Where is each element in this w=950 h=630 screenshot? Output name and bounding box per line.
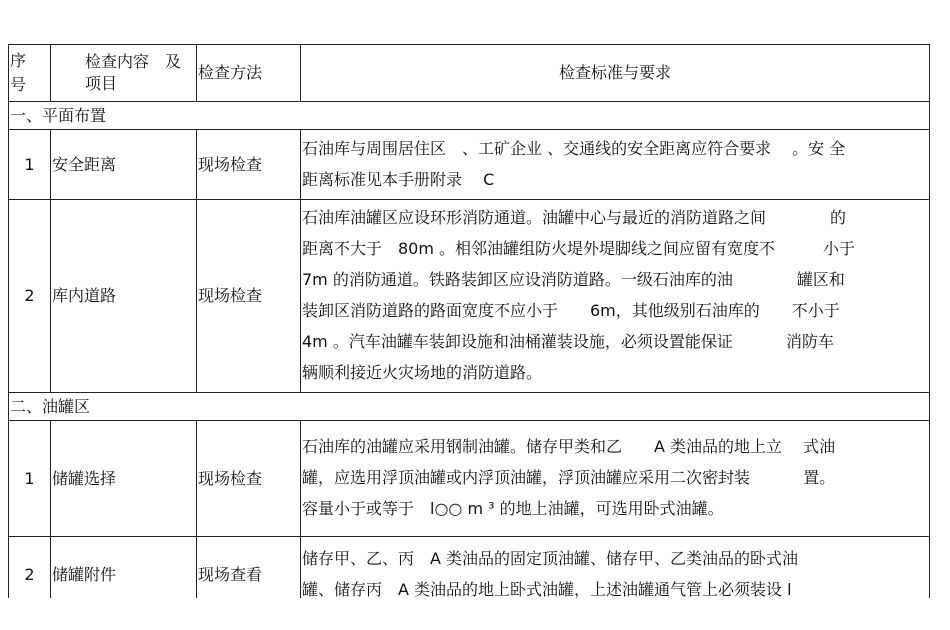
requirement-line: 距离不大于 80m 。相邻油罐组防火堤外堤脚线之间应留有宽度不 小于: [302, 239, 856, 258]
row-method: 现场查看: [197, 537, 301, 599]
section-row-layout: [9, 102, 930, 130]
header-item-line2: 项目: [85, 74, 118, 93]
section-title: 二、油罐区: [9, 393, 930, 421]
requirement-line: 罐，应选用浮顶油罐或内浮顶油罐，浮顶油罐应采用二次密封装 置。: [302, 468, 836, 487]
header-row: [9, 45, 930, 102]
requirement-line: 石油库与周围居住区 、工矿企业 、交通线的安全距离应符合要求 。安 全: [302, 138, 846, 158]
row-requirement: [301, 537, 930, 599]
row-requirement: [301, 200, 930, 393]
header-method: 检查方法: [197, 45, 301, 102]
row-item: 库内道路: [51, 200, 197, 393]
row-item: 储罐附件: [51, 537, 197, 599]
requirement-line: 7m 的消防通道。铁路装卸区应设消防道路。一级石油库的油 罐区和: [302, 270, 845, 289]
row-item: 储罐选择: [51, 421, 197, 537]
row-item: 安全距离: [51, 130, 197, 200]
requirement-line: 石油库的油罐应采用钢制油罐。储存甲类和乙 A 类油品的地上立 式油: [302, 437, 836, 456]
inspection-table: [8, 44, 930, 598]
requirement-line: 储存甲、乙、丙 A 类油品的固定顶油罐、储存甲、乙类油品的卧式油: [302, 549, 799, 568]
table-row: [9, 130, 930, 200]
table-row: [9, 537, 930, 599]
header-standard: 检查标准与要求: [301, 45, 930, 102]
section-title: 一、平面布置: [9, 102, 930, 130]
header-seq-line1: 序: [10, 51, 27, 70]
requirement-line: 罐、储存丙 A 类油品的地上卧式油罐，上述油罐通气管上必须装设 l: [302, 580, 792, 598]
requirement-line: 距离标准见本手册附录 C: [302, 169, 495, 189]
row-number: 2: [9, 537, 51, 599]
requirement-line: 4m 。汽车油罐车装卸设施和油桶灌装设施，必须设置能保证 消防车: [302, 332, 834, 351]
requirement-line: 容量小于或等于 l○○ m ³ 的地上油罐，可选用卧式油罐。: [302, 499, 724, 518]
row-number: 1: [9, 421, 51, 537]
row-requirement: [301, 130, 930, 200]
requirement-line: 装卸区消防道路的路面宽度不应小于 6m，其他级别石油库的 不小于: [302, 301, 840, 320]
row-number: 2: [9, 200, 51, 393]
row-number: 1: [9, 130, 51, 200]
requirement-line: 石油库油罐区应设环形消防通道。油罐中心与最近的消防道路之间 的: [302, 208, 847, 227]
row-requirement: [301, 421, 930, 537]
header-seq: [9, 45, 51, 102]
row-method: 现场检查: [197, 130, 301, 200]
section-row-tank-area: [9, 393, 930, 421]
header-item-line1: 检查内容 及: [85, 52, 182, 71]
inspection-table-sheet: [8, 44, 929, 598]
header-seq-line2: 号: [10, 75, 27, 94]
requirement-line: 辆顺利接近火灾场地的消防道路。: [302, 363, 543, 382]
header-item: [51, 45, 197, 102]
table-row: [9, 200, 930, 393]
table-row: [9, 421, 930, 537]
row-method: 现场检查: [197, 421, 301, 537]
row-method: 现场检查: [197, 200, 301, 393]
